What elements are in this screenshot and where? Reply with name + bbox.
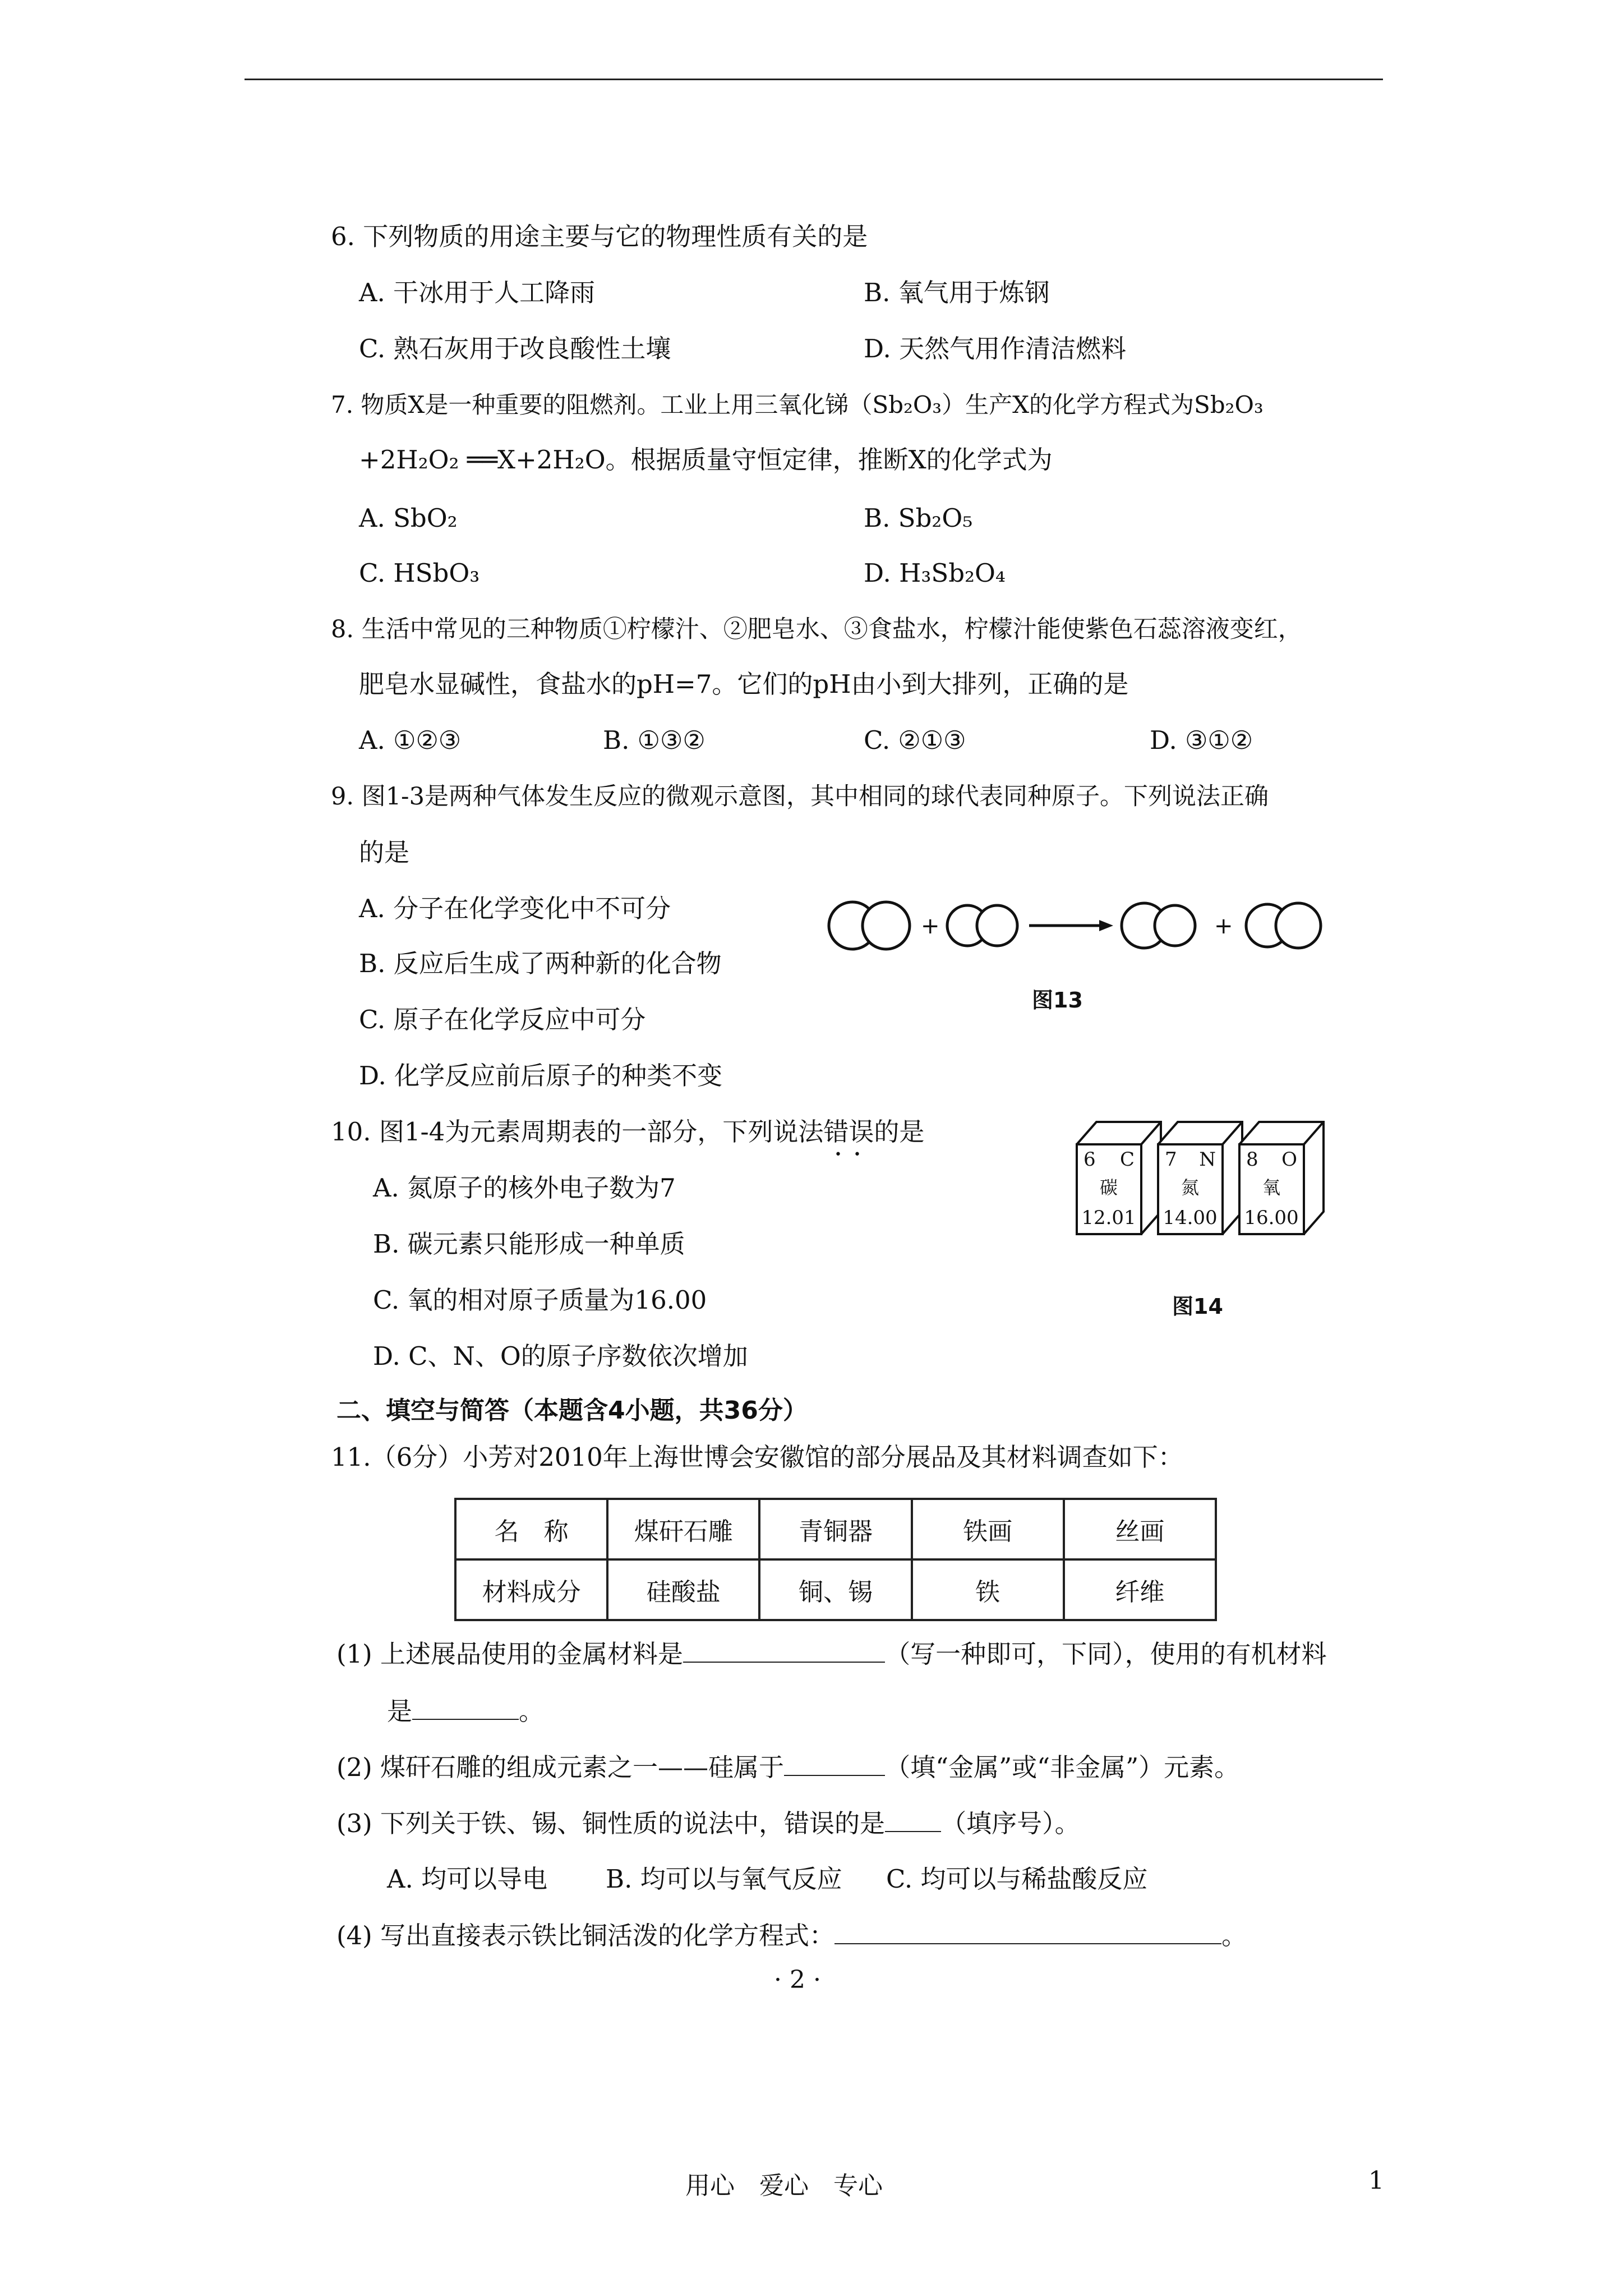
element-name: 氮 — [1181, 1177, 1200, 1198]
q6-option-b: B. 氧气用于炼钢 — [864, 278, 1050, 307]
table-cell: 铜、锡 — [759, 1559, 911, 1620]
q7-option-a: A. SbO₂ — [359, 503, 458, 533]
q8-option-c: C. ②①③ — [864, 725, 966, 755]
q11-part2: (2) 煤矸石雕的组成元素之一——硅属于 （填“金属”或“非金属”）元素。 — [336, 1750, 1239, 1784]
q10-option-d: D. C、N、O的原子序数依次增加 — [373, 1341, 748, 1371]
fig14-caption: 图14 — [1172, 1294, 1223, 1319]
q10-option-c: C. 氧的相对原子质量为16.00 — [373, 1285, 707, 1315]
reaction-arrow-head — [1099, 920, 1113, 931]
q8-stem-line1: 8. 生活中常见的三种物质①柠檬汁、②肥皂水、③食盐水，柠檬汁能使紫色石蕊溶液变红， — [331, 615, 1302, 643]
answer-blank[interactable] — [784, 1750, 885, 1776]
q6-option-d: D. 天然气用作清洁燃料 — [864, 334, 1127, 364]
molecule-atom — [1155, 905, 1195, 946]
element-number: 6 — [1083, 1148, 1096, 1171]
q6-option-c: C. 熟石灰用于改良酸性土壤 — [359, 334, 671, 364]
molecule-atom — [1276, 903, 1321, 948]
q8-option-b: B. ①③② — [603, 725, 706, 755]
q11-part3-option-c: C. 均可以与稀盐酸反应 — [886, 1864, 1148, 1894]
table-cell: 青铜器 — [759, 1499, 911, 1559]
footer-motto: 用心 爱心 专心 — [685, 2171, 883, 2200]
page-marker: · 2 · — [774, 1966, 821, 1994]
q11-part1-line1: (1) 上述展品使用的金属材料是 （写一种即可，下同），使用的有机材料 — [336, 1637, 1327, 1671]
plus-sign: + — [921, 913, 940, 939]
table-cell: 材料成分 — [455, 1559, 607, 1620]
element-symbol: C — [1119, 1148, 1135, 1171]
fig13-caption: 图13 — [1032, 988, 1083, 1013]
footer-page-number: 1 — [1368, 2166, 1384, 2195]
answer-blank[interactable] — [834, 1918, 1221, 1944]
q6-option-a: A. 干冰用于人工降雨 — [359, 278, 596, 307]
q9-stem-line1: 9. 图1-3是两种气体发生反应的微观示意图，其中相同的球代表同种原子。下列说法正确 — [331, 783, 1269, 811]
q11-part1-line2: 是 。 — [387, 1694, 544, 1728]
emphasis-dots: • • — [834, 1148, 861, 1162]
answer-blank[interactable] — [412, 1694, 519, 1720]
section-heading: 二、填空与简答（本题含4小题，共36分） — [336, 1396, 808, 1425]
table-cell: 铁画 — [912, 1499, 1064, 1559]
q9-option-a: A. 分子在化学变化中不可分 — [359, 894, 671, 923]
table-row — [455, 1559, 1216, 1620]
answer-blank[interactable] — [885, 1806, 941, 1832]
q7-stem-line2: +2H₂O₂ ══X+2H₂O。根据质量守恒定律，推断X的化学式为 — [359, 445, 1053, 475]
element-name: 碳 — [1099, 1177, 1118, 1198]
q8-stem-line2: 肥皂水显碱性，食盐水的pH=7。它们的pH由小到大排列，正确的是 — [359, 669, 1129, 699]
q11-part3-option-a: A. 均可以导电 — [387, 1864, 548, 1894]
table-row — [455, 1499, 1216, 1559]
q10-option-b: B. 碳元素只能形成一种单质 — [373, 1229, 685, 1259]
molecule-atom — [977, 905, 1017, 946]
q11-stem: 11.（6分）小芳对2010年上海世博会安徽馆的部分展品及其材料调查如下： — [331, 1442, 1183, 1472]
top-rule — [245, 79, 1383, 80]
q7-option-d: D. H₃Sb₂O₄ — [864, 558, 1006, 588]
reaction-diagram — [819, 892, 1335, 959]
q9-option-b: B. 反应后生成了两种新的化合物 — [359, 949, 722, 978]
element-number: 7 — [1165, 1148, 1177, 1171]
table-cell: 丝画 — [1064, 1499, 1216, 1559]
q8-option-d: D. ③①② — [1150, 725, 1253, 755]
table-cell: 名 称 — [455, 1499, 607, 1559]
plus-sign: + — [1214, 913, 1233, 939]
q10-stem: 10. 图1-4为元素周期表的一部分，下列说法错误的是 — [331, 1117, 925, 1147]
q11-part3: (3) 下列关于铁、锡、铜性质的说法中，错误的是 （填序号）。 — [336, 1806, 1080, 1841]
element-number: 8 — [1246, 1148, 1258, 1171]
molecule-atom — [863, 902, 910, 949]
table-cell: 纤维 — [1064, 1559, 1216, 1620]
materials-table — [454, 1498, 1217, 1621]
q9-option-c: C. 原子在化学反应中可分 — [359, 1005, 646, 1034]
table-cell: 铁 — [912, 1559, 1064, 1620]
answer-blank[interactable] — [683, 1637, 885, 1663]
q7-stem-line1: 7. 物质X是一种重要的阻燃剂。工业上用三氧化锑（Sb₂O₃）生产X的化学方程式为Sb₂O₃ — [331, 391, 1264, 418]
q9-option-d: D. 化学反应前后原子的种类不变 — [359, 1061, 723, 1091]
periodic-table-figure — [1066, 1099, 1357, 1251]
q11-part4: (4) 写出直接表示铁比铜活泼的化学方程式： 。 — [336, 1918, 1247, 1953]
element-name: 氧 — [1262, 1177, 1281, 1198]
q6-stem: 6. 下列物质的用途主要与它的物理性质有关的是 — [331, 222, 868, 251]
table-cell: 煤矸石雕 — [607, 1499, 759, 1559]
q8-option-a: A. ①②③ — [359, 725, 462, 755]
element-symbol: N — [1199, 1148, 1216, 1171]
q10-option-a: A. 氮原子的核外电子数为7 — [373, 1173, 676, 1203]
element-mass: 16.00 — [1244, 1207, 1299, 1229]
q7-option-c: C. HSbO₃ — [359, 558, 480, 588]
element-symbol: O — [1281, 1148, 1297, 1171]
element-mass: 12.01 — [1081, 1207, 1136, 1229]
q11-part3-option-b: B. 均可以与氧气反应 — [606, 1864, 842, 1894]
q9-stem-line2: 的是 — [359, 838, 410, 867]
q7-option-b: B. Sb₂O₅ — [864, 503, 973, 533]
table-cell: 硅酸盐 — [607, 1559, 759, 1620]
element-mass: 14.00 — [1163, 1207, 1218, 1229]
